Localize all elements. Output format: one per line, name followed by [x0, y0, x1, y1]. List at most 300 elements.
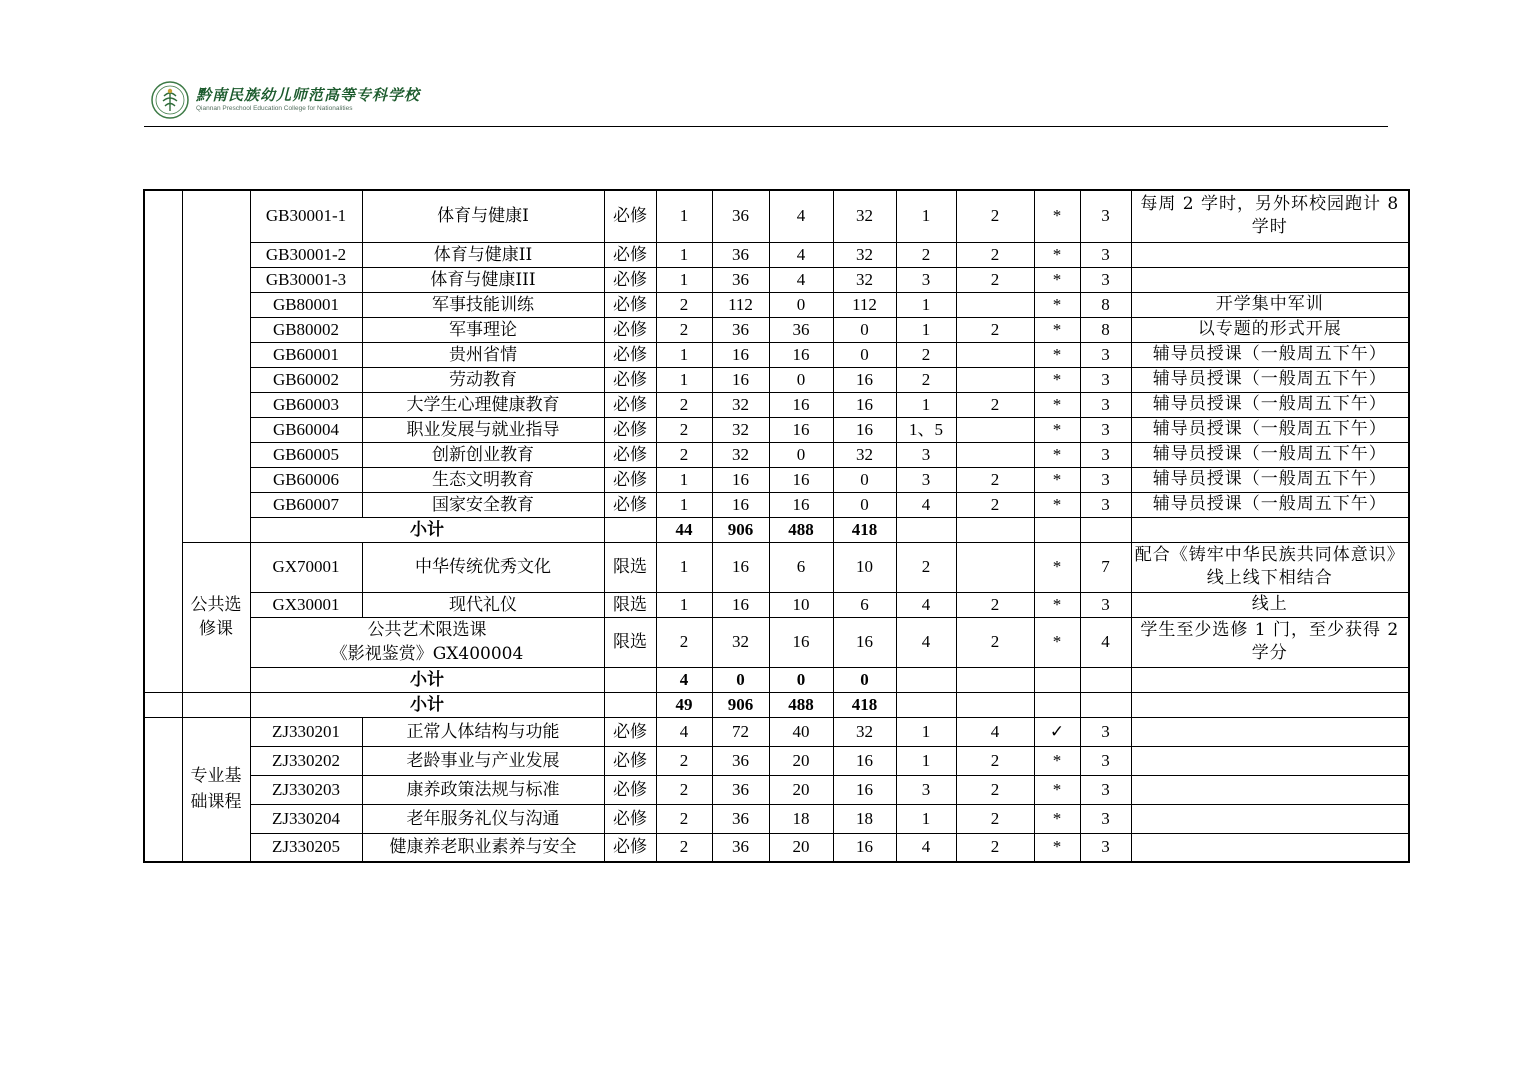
- table-row: [144, 617, 1409, 667]
- course-sem: 4: [896, 617, 956, 667]
- course-c4: 32: [833, 242, 896, 267]
- course-note: 线上: [1131, 592, 1409, 617]
- course-mode: 4: [1080, 617, 1131, 667]
- course-mode: 3: [1080, 833, 1131, 862]
- course-hrs: 2: [956, 317, 1034, 342]
- course-hrs: 2: [956, 775, 1034, 804]
- course-hrs: 2: [956, 267, 1034, 292]
- course-note: 辅导员授课（一般周五下午）: [1131, 392, 1409, 417]
- course-mark: *: [1034, 542, 1080, 592]
- table-row: [144, 190, 1409, 242]
- course-sem: 2: [896, 542, 956, 592]
- course-sem: 4: [896, 492, 956, 517]
- course-mark: *: [1034, 833, 1080, 862]
- school-emblem-icon: [150, 80, 190, 120]
- course-c1: 2: [656, 833, 712, 862]
- course-c4: 0: [833, 317, 896, 342]
- subtotal-empty: [956, 517, 1034, 542]
- course-sem: 4: [896, 833, 956, 862]
- course-hrs: 2: [956, 492, 1034, 517]
- course-name: 生态文明教育: [362, 467, 604, 492]
- course-name: 正常人体结构与功能: [362, 717, 604, 746]
- course-c4: 16: [833, 746, 896, 775]
- course-name: 贵州省情: [362, 342, 604, 367]
- subtotal-label: 小计: [250, 517, 604, 542]
- course-c4: 18: [833, 804, 896, 833]
- course-name: 现代礼仪: [362, 592, 604, 617]
- page-header: [144, 76, 1388, 127]
- course-note: 以专题的形式开展: [1131, 317, 1409, 342]
- course-code: GB30001-3: [250, 267, 362, 292]
- course-type: 必修: [604, 804, 656, 833]
- course-c3: 10: [769, 592, 833, 617]
- course-hrs: 2: [956, 746, 1034, 775]
- table-row: [144, 417, 1409, 442]
- course-c3: 16: [769, 492, 833, 517]
- course-mode: 3: [1080, 717, 1131, 746]
- art-course-line1: 公共艺术限选课: [367, 620, 487, 640]
- course-sem: 1: [896, 317, 956, 342]
- course-mode: 3: [1080, 775, 1131, 804]
- course-c4: 32: [833, 717, 896, 746]
- course-c3: 4: [769, 242, 833, 267]
- subtotal-empty: [1131, 667, 1409, 692]
- course-name: 体育与健康III: [362, 267, 604, 292]
- course-code: ZJ330202: [250, 746, 362, 775]
- course-sem: 3: [896, 775, 956, 804]
- table-row: [144, 667, 1409, 692]
- category-cell-outer-c: [144, 717, 182, 862]
- course-c1: 1: [656, 190, 712, 242]
- course-code: GB30001-2: [250, 242, 362, 267]
- course-hrs: 2: [956, 242, 1034, 267]
- table-row: [144, 242, 1409, 267]
- course-mode: 3: [1080, 467, 1131, 492]
- subtotal-c2: 906: [712, 517, 769, 542]
- subtotal-type: [604, 667, 656, 692]
- course-type: 限选: [604, 617, 656, 667]
- course-name: 老年服务礼仪与沟通: [362, 804, 604, 833]
- course-mode: 3: [1080, 242, 1131, 267]
- total-empty-1: [144, 692, 182, 717]
- course-c1: 2: [656, 617, 712, 667]
- course-mark: *: [1034, 492, 1080, 517]
- course-c4: 32: [833, 442, 896, 467]
- table-row: [144, 492, 1409, 517]
- subtotal-c4: 0: [833, 667, 896, 692]
- course-code: GB80002: [250, 317, 362, 342]
- table-row: [144, 392, 1409, 417]
- course-c4: 10: [833, 542, 896, 592]
- table-row: [144, 833, 1409, 862]
- course-c3: 20: [769, 833, 833, 862]
- course-hrs: [956, 342, 1034, 367]
- course-c1: 1: [656, 542, 712, 592]
- curriculum-table: [143, 189, 1410, 863]
- course-type: 必修: [604, 392, 656, 417]
- course-c2: 36: [712, 242, 769, 267]
- course-note: 辅导员授课（一般周五下午）: [1131, 442, 1409, 467]
- course-c4: 32: [833, 190, 896, 242]
- course-c3: 0: [769, 292, 833, 317]
- course-mode: 8: [1080, 317, 1131, 342]
- table-row: [144, 267, 1409, 292]
- subtotal-empty: [1080, 517, 1131, 542]
- course-note: 学生至少选修 1 门，至少获得 2 学分: [1131, 617, 1409, 667]
- total-empty: [1131, 692, 1409, 717]
- table-row: [144, 467, 1409, 492]
- subtotal-c3: 488: [769, 517, 833, 542]
- course-name: 康养政策法规与标准: [362, 775, 604, 804]
- course-sem: 3: [896, 267, 956, 292]
- course-c4: 16: [833, 775, 896, 804]
- course-c2: 36: [712, 190, 769, 242]
- course-note: [1131, 267, 1409, 292]
- course-c4: 32: [833, 267, 896, 292]
- subtotal-empty: [1034, 517, 1080, 542]
- course-mode: 3: [1080, 190, 1131, 242]
- course-c2: 36: [712, 746, 769, 775]
- course-note: 辅导员授课（一般周五下午）: [1131, 467, 1409, 492]
- subtotal-c1: 4: [656, 667, 712, 692]
- total-c2: 906: [712, 692, 769, 717]
- course-c1: 2: [656, 392, 712, 417]
- course-mode: 8: [1080, 292, 1131, 317]
- course-type: 必修: [604, 342, 656, 367]
- table-row: [144, 442, 1409, 467]
- course-c1: 2: [656, 442, 712, 467]
- course-note: 配合《铸牢中华民族共同体意识》线上线下相结合: [1131, 542, 1409, 592]
- course-mark: *: [1034, 617, 1080, 667]
- subtotal-c4: 418: [833, 517, 896, 542]
- course-c3: 16: [769, 617, 833, 667]
- course-name: 健康养老职业素养与安全: [362, 833, 604, 862]
- table-row: [144, 517, 1409, 542]
- table-row: [144, 292, 1409, 317]
- course-c1: 4: [656, 717, 712, 746]
- course-c1: 1: [656, 592, 712, 617]
- course-c1: 2: [656, 417, 712, 442]
- subtotal-empty: [956, 667, 1034, 692]
- course-c2: 16: [712, 342, 769, 367]
- course-code: GB60005: [250, 442, 362, 467]
- course-c2: 36: [712, 804, 769, 833]
- course-mark: *: [1034, 342, 1080, 367]
- course-code: ZJ330205: [250, 833, 362, 862]
- course-note: [1131, 717, 1409, 746]
- course-c2: 16: [712, 592, 769, 617]
- course-code: GB30001-1: [250, 190, 362, 242]
- course-c4: 16: [833, 617, 896, 667]
- course-c3: 6: [769, 542, 833, 592]
- course-note: [1131, 833, 1409, 862]
- course-name: 创新创业教育: [362, 442, 604, 467]
- course-hrs: [956, 367, 1034, 392]
- course-name: 劳动教育: [362, 367, 604, 392]
- course-code: GB60001: [250, 342, 362, 367]
- course-code: GB60007: [250, 492, 362, 517]
- course-mode: 3: [1080, 367, 1131, 392]
- course-mode: 7: [1080, 542, 1131, 592]
- course-sem: 4: [896, 592, 956, 617]
- course-mark: *: [1034, 190, 1080, 242]
- art-course-line2: 《影视鉴赏》GX400004: [330, 644, 524, 664]
- course-note: [1131, 804, 1409, 833]
- course-mark: ✓: [1034, 717, 1080, 746]
- course-type: 限选: [604, 542, 656, 592]
- table-row: [144, 717, 1409, 746]
- course-mark: *: [1034, 592, 1080, 617]
- course-type: 必修: [604, 467, 656, 492]
- course-c1: 1: [656, 267, 712, 292]
- course-mode: 3: [1080, 746, 1131, 775]
- course-c3: 4: [769, 190, 833, 242]
- course-type: 必修: [604, 775, 656, 804]
- course-type: 限选: [604, 592, 656, 617]
- subtotal-empty: [1034, 667, 1080, 692]
- course-c3: 36: [769, 317, 833, 342]
- course-sem: 1: [896, 292, 956, 317]
- course-note: 开学集中军训: [1131, 292, 1409, 317]
- course-c4: 16: [833, 392, 896, 417]
- course-type: 必修: [604, 367, 656, 392]
- course-type: 必修: [604, 267, 656, 292]
- course-mode: 3: [1080, 267, 1131, 292]
- course-hrs: 2: [956, 190, 1034, 242]
- course-code: GB60006: [250, 467, 362, 492]
- course-name: 体育与健康II: [362, 242, 604, 267]
- subtotal-empty: [896, 667, 956, 692]
- total-c1: 49: [656, 692, 712, 717]
- course-mark: *: [1034, 242, 1080, 267]
- course-note: 每周 2 学时，另外环校园跑计 8 学时: [1131, 190, 1409, 242]
- course-hrs: 2: [956, 617, 1034, 667]
- course-mode: 3: [1080, 492, 1131, 517]
- course-hrs: 2: [956, 833, 1034, 862]
- subtotal-empty: [896, 517, 956, 542]
- course-mark: *: [1034, 775, 1080, 804]
- course-sem: 1: [896, 746, 956, 775]
- table-row: [144, 775, 1409, 804]
- course-c4: 0: [833, 467, 896, 492]
- course-name: 职业发展与就业指导: [362, 417, 604, 442]
- course-name: 老龄事业与产业发展: [362, 746, 604, 775]
- course-c3: 18: [769, 804, 833, 833]
- foundation-category-label: 专业基础课程: [182, 717, 250, 862]
- course-sem: 2: [896, 342, 956, 367]
- total-empty: [956, 692, 1034, 717]
- logo-subtitle: Qiannan Preschool Education College for Nationalities: [196, 105, 353, 112]
- course-note: 辅导员授课（一般周五下午）: [1131, 492, 1409, 517]
- course-mode: 3: [1080, 417, 1131, 442]
- course-c1: 1: [656, 492, 712, 517]
- subtotal-c3: 0: [769, 667, 833, 692]
- art-course-name: [250, 617, 604, 667]
- course-mode: 3: [1080, 804, 1131, 833]
- course-c2: 32: [712, 417, 769, 442]
- course-c2: 112: [712, 292, 769, 317]
- course-mark: *: [1034, 367, 1080, 392]
- course-c1: 1: [656, 342, 712, 367]
- course-c2: 36: [712, 267, 769, 292]
- table-row: [144, 804, 1409, 833]
- total-label: 小计: [250, 692, 604, 717]
- course-note: 辅导员授课（一般周五下午）: [1131, 367, 1409, 392]
- course-mode: 3: [1080, 342, 1131, 367]
- course-hrs: 2: [956, 592, 1034, 617]
- course-c4: 0: [833, 342, 896, 367]
- course-mark: *: [1034, 804, 1080, 833]
- table-row: [144, 592, 1409, 617]
- course-c3: 20: [769, 746, 833, 775]
- course-c2: 16: [712, 542, 769, 592]
- course-c1: 2: [656, 804, 712, 833]
- total-empty: [1034, 692, 1080, 717]
- course-hrs: [956, 442, 1034, 467]
- course-c4: 112: [833, 292, 896, 317]
- course-mark: *: [1034, 746, 1080, 775]
- course-sem: 1: [896, 392, 956, 417]
- course-c2: 72: [712, 717, 769, 746]
- course-type: 必修: [604, 746, 656, 775]
- table-row: [144, 317, 1409, 342]
- course-c2: 16: [712, 492, 769, 517]
- course-type: 必修: [604, 292, 656, 317]
- course-sem: 3: [896, 467, 956, 492]
- course-c1: 1: [656, 367, 712, 392]
- course-c3: 4: [769, 267, 833, 292]
- course-hrs: 2: [956, 467, 1034, 492]
- subtotal-c1: 44: [656, 517, 712, 542]
- course-type: 必修: [604, 442, 656, 467]
- course-sem: 3: [896, 442, 956, 467]
- course-c4: 6: [833, 592, 896, 617]
- course-c4: 0: [833, 492, 896, 517]
- course-code: GB60003: [250, 392, 362, 417]
- course-c3: 0: [769, 367, 833, 392]
- course-note: [1131, 242, 1409, 267]
- course-sem: 1: [896, 717, 956, 746]
- table-row: [144, 342, 1409, 367]
- course-c3: 40: [769, 717, 833, 746]
- subtotal-type: [604, 517, 656, 542]
- table-row: [144, 542, 1409, 592]
- course-sem: 1: [896, 190, 956, 242]
- category-cell-inner: [182, 190, 250, 542]
- course-mark: *: [1034, 267, 1080, 292]
- course-c2: 36: [712, 317, 769, 342]
- course-code: GB60002: [250, 367, 362, 392]
- course-hrs: [956, 417, 1034, 442]
- course-c2: 32: [712, 392, 769, 417]
- course-c1: 2: [656, 775, 712, 804]
- course-sem: 1: [896, 804, 956, 833]
- course-note: 辅导员授课（一般周五下午）: [1131, 342, 1409, 367]
- course-note: [1131, 746, 1409, 775]
- course-c2: 16: [712, 367, 769, 392]
- total-c3: 488: [769, 692, 833, 717]
- course-c2: 32: [712, 442, 769, 467]
- course-name: 军事技能训练: [362, 292, 604, 317]
- course-hrs: 4: [956, 717, 1034, 746]
- elective-category-label: 公共选修课: [182, 542, 250, 692]
- course-mark: *: [1034, 292, 1080, 317]
- course-mode: 3: [1080, 592, 1131, 617]
- logo-text: 黔南民族幼儿师范高等专科学校: [196, 86, 421, 104]
- course-c3: 16: [769, 467, 833, 492]
- course-sem: 2: [896, 242, 956, 267]
- course-sem: 1、5: [896, 417, 956, 442]
- total-empty: [896, 692, 956, 717]
- course-c3: 16: [769, 392, 833, 417]
- subtotal-c2: 0: [712, 667, 769, 692]
- course-c3: 16: [769, 417, 833, 442]
- course-name: 大学生心理健康教育: [362, 392, 604, 417]
- course-type: 必修: [604, 717, 656, 746]
- course-hrs: 2: [956, 392, 1034, 417]
- table-row: [144, 367, 1409, 392]
- course-c2: 32: [712, 617, 769, 667]
- course-type: 必修: [604, 833, 656, 862]
- course-c2: 16: [712, 467, 769, 492]
- total-type: [604, 692, 656, 717]
- course-type: 必修: [604, 317, 656, 342]
- total-empty-2: [182, 692, 250, 717]
- table-row: [144, 692, 1409, 717]
- course-hrs: [956, 292, 1034, 317]
- course-code: ZJ330201: [250, 717, 362, 746]
- course-c2: 36: [712, 833, 769, 862]
- course-code: GX30001: [250, 592, 362, 617]
- course-c4: 16: [833, 833, 896, 862]
- course-name: 中华传统优秀文化: [362, 542, 604, 592]
- course-c4: 16: [833, 417, 896, 442]
- course-type: 必修: [604, 242, 656, 267]
- course-code: ZJ330203: [250, 775, 362, 804]
- total-empty: [1080, 692, 1131, 717]
- course-mark: *: [1034, 442, 1080, 467]
- course-c3: 16: [769, 342, 833, 367]
- course-c3: 20: [769, 775, 833, 804]
- course-mark: *: [1034, 417, 1080, 442]
- course-c1: 2: [656, 292, 712, 317]
- subtotal-empty: [1131, 517, 1409, 542]
- course-mode: 3: [1080, 392, 1131, 417]
- course-c4: 16: [833, 367, 896, 392]
- course-mark: *: [1034, 392, 1080, 417]
- course-mark: *: [1034, 317, 1080, 342]
- course-c2: 36: [712, 775, 769, 804]
- table-row: [144, 746, 1409, 775]
- course-code: GX70001: [250, 542, 362, 592]
- course-name: 国家安全教育: [362, 492, 604, 517]
- course-name: 体育与健康I: [362, 190, 604, 242]
- course-code: GB60004: [250, 417, 362, 442]
- course-code: GB80001: [250, 292, 362, 317]
- course-sem: 2: [896, 367, 956, 392]
- subtotal-label: 小计: [250, 667, 604, 692]
- course-c1: 1: [656, 467, 712, 492]
- course-name: 军事理论: [362, 317, 604, 342]
- course-c1: 1: [656, 242, 712, 267]
- category-cell-outer: [144, 190, 182, 692]
- course-note: 辅导员授课（一般周五下午）: [1131, 417, 1409, 442]
- course-note: [1131, 775, 1409, 804]
- course-hrs: 2: [956, 804, 1034, 833]
- course-type: 必修: [604, 190, 656, 242]
- course-type: 必修: [604, 417, 656, 442]
- course-code: ZJ330204: [250, 804, 362, 833]
